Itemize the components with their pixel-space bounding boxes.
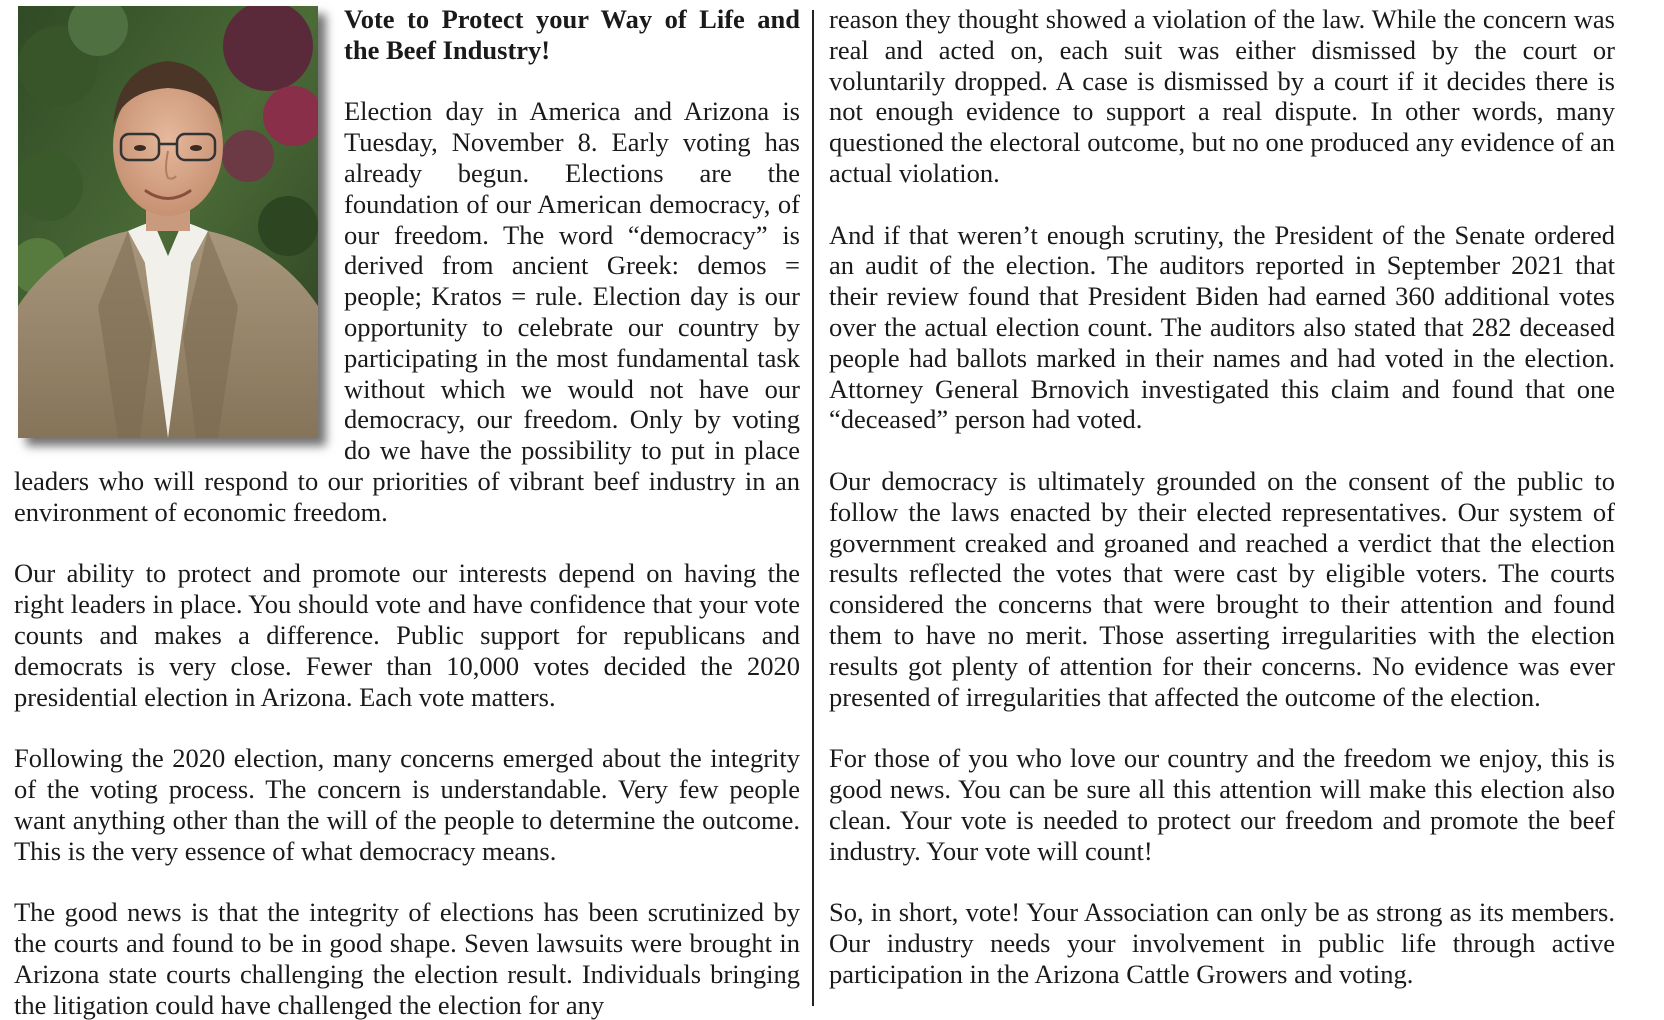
article-title: Vote to Protect your Way of Life and the Beef Industry! [344,4,800,65]
left-paragraph-2: Our ability to protect and promote our interests depend on having the right leaders in place. You should vote and have confidence that your vote counts and makes a difference. Public support for republicans and democrats is very close. Fewer than 10,000 votes decided the 2020 presidential election in Arizona. Each vote matters. [14,558,800,712]
right-column [829,4,1615,990]
left-paragraph-1: Election day in America and Arizona is Tuesday, November 8. Early voting has already begun. Elections are the foundation of our American democracy, of our freedom. The word “democracy” is derived from ancient Greek: demos = people; Kratos = rule. Election day is our opportunity to celebrate our country by participating in the most fundamental task without which we would not have our democracy, our freedom. Only by voting do we have the possibility to put in place leaders who will respond to our priorities of vibrant beef industry in an environment of economic freedom. [14,96,800,527]
author-portrait-image [18,6,318,438]
left-paragraph-4: The good news is that the integrity of elections has been scrutinized by the courts and found to be in good shape. Seven lawsuits were brought in Arizona state courts challenging the election result. Individuals bringing the litigation could have challenged the election for any [14,897,800,1020]
right-paragraph-1: reason they thought showed a violation of the law. While the concern was real and acted on, each suit was either dismissed by the court or voluntarily dropped. A case is dismissed by a court if it decides there is not enough evidence to support a real dispute. In other words, many questioned the electoral outcome, but no one produced any evidence of an actual violation. [829,4,1615,188]
right-paragraph-2: And if that weren’t enough scrutiny, the President of the Senate ordered an audit of the election. The auditors reported in September 2021 that their review found that President Biden had earned 360 additional votes over the actual election count. The auditors also stated that 282 deceased people had ballots marked in their names and had voted in the election. Attorney General Brnovich investigated this claim and found that one “deceased” person had voted. [829,219,1615,435]
left-column [14,4,800,1020]
author-photo-frame [18,6,318,438]
column-divider [812,10,814,1006]
left-paragraph-3: Following the 2020 election, many concerns emerged about the integrity of the voting process. The concern is understandable. Very few people want anything other than the will of the people to determine the outcome. This is the very essence of what democracy means. [14,743,800,866]
right-paragraph-4: For those of you who love our country and the freedom we enjoy, this is good news. You can be sure all this attention will make this election also clean. Your vote is needed to protect our freedom and promote the beef industry. Your vote will count! [829,743,1615,866]
author-photo [18,6,318,438]
right-paragraph-3: Our democracy is ultimately grounded on the consent of the public to follow the laws enacted by their elected representatives. Our system of government creaked and groaned and reached a verdict that the election results reflected the votes that were cast by eligible voters. The courts considered the concerns that were brought to their attention and found them to have no merit. Those asserting irregularities with the election results got plenty of attention for their concerns. No evidence was ever presented of irregularities that affected the outcome of the election. [829,465,1615,712]
right-paragraph-5: So, in short, vote! Your Association can only be as strong as its members. Our industry needs your involvement in public life through active participation in the Arizona Cattle Growers and voting. [829,897,1615,989]
